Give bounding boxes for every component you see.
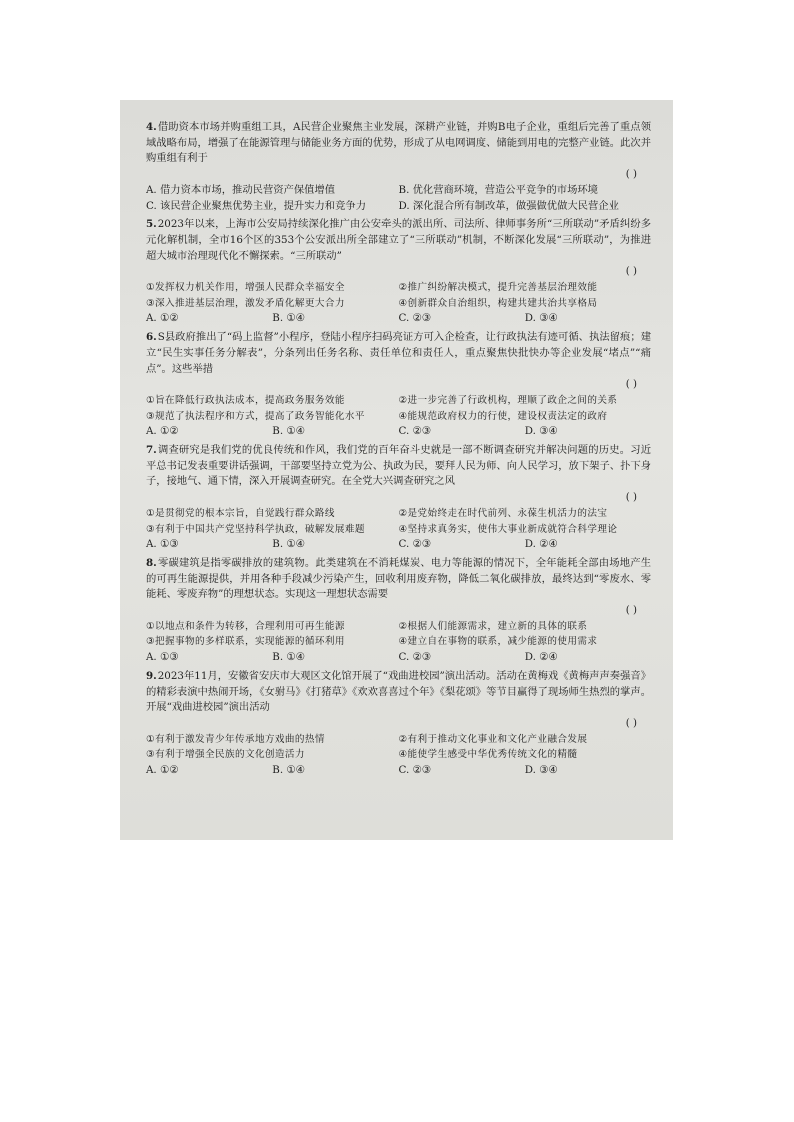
question-6-statement-2: ②进一步完善了行政机构，理顺了政企之间的关系 [398,394,618,406]
question-8-stem [146,556,651,603]
question-8-statement-1: ①以地点和条件为转移，合理利用可再生能源 [146,620,345,632]
question-7-number: 7. [146,444,157,457]
question-8-answer-a: A. ①③ [146,651,179,664]
question-4-answer-blank: ( ) [625,168,637,181]
question-8-answer-b: B. ①④ [272,651,305,664]
question-9-answer-blank: ( ) [625,716,637,729]
question-8 [146,556,651,666]
question-5-stem [146,217,651,264]
question-5-statement-4: ④创新群众自治组织，构建共建共治共享格局 [398,297,598,309]
question-6-statements-row-2 [146,409,651,425]
question-7-answer-a: A. ①③ [146,538,179,551]
question-4-option-b: B. 优化营商环境，营造公平竞争的市场环境 [398,183,598,196]
question-9-statement-3: ③有利于增强全民族的文化创造活力 [146,749,305,761]
question-5-text: 2023年以来，上海市公安局持续深化推广由公安牵头的派出所、司法所、律师事务所“三所联动”矛盾纠纷多元化解机制，全市16个区的353个公安派出所全部建立了“三所联动”机制，不断深化发展“三所联动”，为推进超大城市治理现代化不懈探索。“三所联动” [146,218,651,262]
question-5-answer-blank: ( ) [625,265,637,278]
question-9-statement-1: ①有利于激发青少年传承地方戏曲的热情 [146,733,325,745]
question-8-statement-2: ②根据人们能源需求，建立新的具体的联系 [398,620,588,632]
question-4-options-row-1 [146,183,651,199]
question-6-statements-row-1 [146,393,651,409]
question-7 [146,443,651,553]
question-8-statement-3: ③把握事物的多样联系，实现能源的循环利用 [146,636,345,648]
question-8-answer-blank: ( ) [625,604,637,617]
question-9-number: 9. [146,669,157,682]
question-6-answer-blank: ( ) [625,378,637,391]
question-8-statement-4: ④建立自在事物的联系，减少能源的使用需求 [398,636,598,648]
question-9-statements-row-1 [146,732,651,748]
question-6-answer-b: B. ①④ [272,425,305,438]
question-4-text: 借助资本市场并购重组工具，A民营企业聚焦主业发展，深耕产业链，并购B电子企业，重组后完善了重点领域战略布局，增强了在能源管理与储能业务方面的优势，形成了从电网调度、储能到用电的完整产业链。此次并购重组有利于 [146,121,651,165]
question-5-statement-1: ①发挥权力机关作用，增强人民群众幸福安全 [146,282,345,293]
question-5-statement-2: ②推广纠纷解决模式，提升完善基层治理效能 [398,282,598,293]
question-5-statement-3: ③深入推进基层治理，激发矛盾化解更大合力 [146,297,345,309]
question-6-answers [146,424,651,440]
question-6-number: 6. [146,331,157,344]
question-4-stem [146,120,651,167]
question-7-answer-d: D. ②④ [524,538,558,551]
question-8-text: 零碳建筑是指零碳排放的建筑物。此类建筑在不消耗煤炭、电力等能源的情况下，全年能耗全部由场地产生的可再生能源提供，并用各种手段减少污染产生，回收利用废弃物，降低二氧化碳排放，最终达到“零废水、零能耗、零废弃物”的理想状态。实现这一理想状态需要 [146,556,651,601]
question-7-answer-c: C. ②③ [398,538,432,551]
question-7-statement-3: ③有利于中国共产党坚持科学执政，破解发展难题 [146,523,365,535]
question-5-answer-a: A. ①② [146,312,179,325]
question-9 [146,669,651,779]
question-7-stem [146,443,651,490]
question-7-statement-2: ②是党始终走在时代前列、永葆生机活力的法宝 [398,507,608,519]
question-7-statements-row-2 [146,522,651,538]
question-6-answer-c: C. ②③ [398,425,432,438]
question-4-option-d: D. 深化混合所有制改革，做强做优做大民营企业 [398,199,619,212]
question-7-statements-row-1 [146,506,651,522]
question-9-answers [146,763,651,779]
question-7-answer-b: B. ①④ [272,538,305,551]
question-6-text: S县政府推出了“码上监督”小程序，登陆小程序扫码亮证方可入企检查，让行政执法有迹可循、执法留痕；建立“民生实事任务分解表”，分条列出任务名称、责任单位和责任人，重点聚焦快批快办等企业发展“堵点”“痛点”。这些举措 [146,331,651,375]
exam-content [146,120,651,782]
question-9-statement-4: ④能使学生感受中华优秀传统文化的精髓 [398,749,578,761]
question-5-number: 5. [146,218,157,231]
question-5-answer-b: B. ①④ [272,312,305,325]
question-4-number: 4. [146,121,157,133]
question-8-answers [146,650,651,666]
question-7-answer-blank: ( ) [625,491,637,504]
question-8-number: 8. [146,556,157,569]
question-4-option-c: C. 该民营企业聚焦优势主业，提升实力和竞争力 [146,199,366,212]
question-9-statements-row-2 [146,747,651,763]
question-5 [146,217,651,327]
question-5-statements-row-2 [146,296,651,312]
question-8-statements-row-2 [146,634,651,650]
question-4-options-row-2 [146,199,651,215]
question-5-statements-row-1 [146,280,651,296]
question-9-statement-2: ②有利于推动文化事业和文化产业融合发展 [398,733,588,745]
question-7-text: 调查研究是我们党的优良传统和作风，我们党的百年奋斗史就是一部不断调查研究并解决问题的历史。习近平总书记发表重要讲话强调，干部要坚持立党为公、执政为民，要拜人民为师、向人民学习，放下架子、扑下身子，接地气、通下情，深入开展调查研究。在全党大兴调查研究之风 [146,444,651,488]
question-9-answer-d: D. ③④ [524,764,558,777]
question-6-answer-d: D. ③④ [524,425,558,438]
question-8-answer-d: D. ②④ [524,651,558,664]
question-6-answer-a: A. ①② [146,425,179,438]
question-6-statement-1: ①旨在降低行政执法成本，提高政务服务效能 [146,394,345,406]
question-6-statement-4: ④能规范政府权力的行使，建设权责法定的政府 [398,410,608,422]
question-5-answers [146,311,651,327]
question-9-answer-c: C. ②③ [398,764,432,777]
question-8-statements-row-1 [146,619,651,635]
question-5-answer-d: D. ③④ [524,312,558,325]
question-7-answers [146,537,651,553]
question-4 [146,120,651,214]
question-5-answer-c: C. ②③ [398,312,432,325]
document-photo [120,100,673,840]
question-6-stem [146,330,651,377]
question-7-statement-1: ①是贯彻党的根本宗旨，自觉践行群众路线 [146,507,335,519]
question-4-option-a: A. 借力资本市场，推动民营资产保值增值 [146,183,336,196]
question-9-answer-b: B. ①④ [272,764,305,777]
question-9-stem [146,669,651,716]
question-9-text: 2023年11月，安徽省安庆市大观区文化馆开展了“戏曲进校园”演出活动。活动在黄梅戏《黄梅声声奏强音》的精彩表演中热闹开场，《女驸马》《打猪草》《欢欢喜喜过个年》《梨花颂》等节目赢得了现场师生热烈的掌声。开展“戏曲进校园”演出活动 [146,669,651,714]
question-6-statement-3: ③规范了执法程序和方式，提高了政务智能化水平 [146,410,365,422]
question-7-statement-4: ④坚持求真务实，使伟大事业新成就符合科学理论 [398,523,618,535]
question-6 [146,330,651,440]
question-9-answer-a: A. ①② [146,764,179,777]
question-8-answer-c: C. ②③ [398,651,432,664]
